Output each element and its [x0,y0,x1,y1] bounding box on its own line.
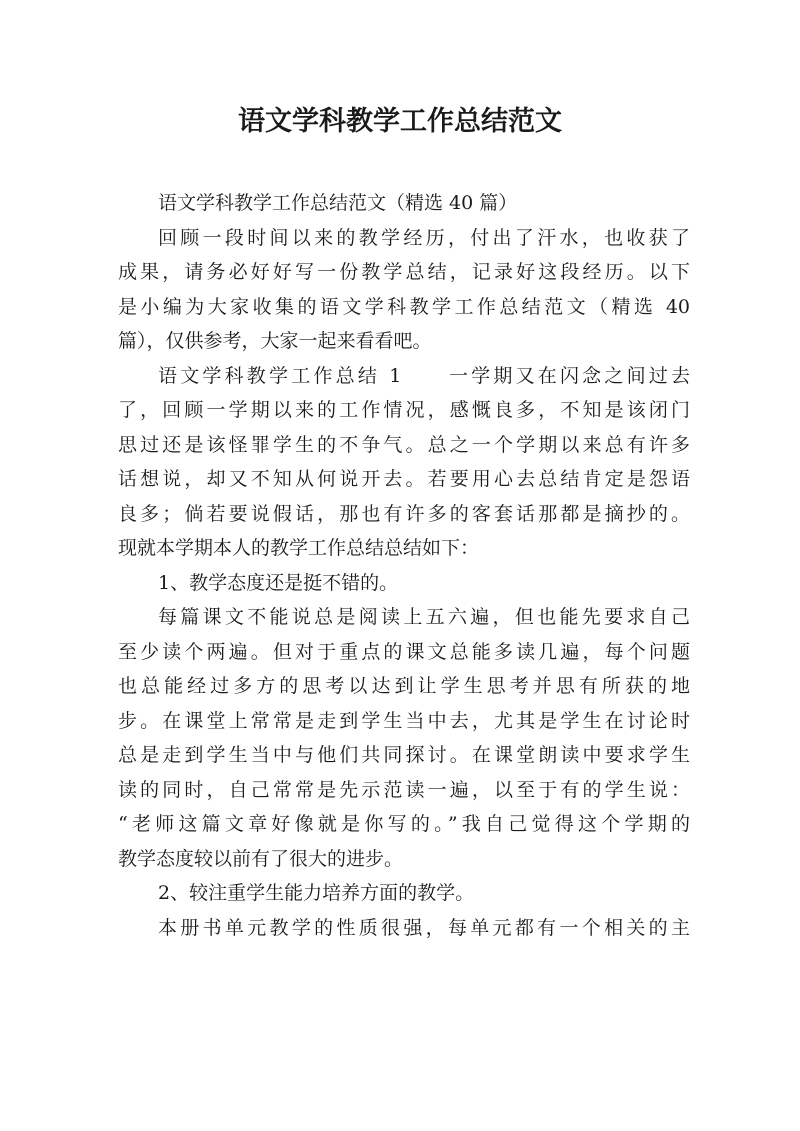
text-line: 教学态度较以前有了很大的进步。 [118,847,404,870]
text-line: 每篇课文不能说总是阅读上五六遍，但也能先要求自己 [158,606,690,628]
text-line: 思过还是该怪罪学生的不争气。总之一个学期以来总有许多 [118,433,690,456]
text-line: 成果，请务必好好写一份教学总结，记录好这段经历。以下 [118,261,690,283]
text-line: 步。在课堂上常常是走到学生当中去，尤其是学生在讨论时 [118,709,690,732]
text-line: 语文学科教学工作总结范文（精选 40 篇） [158,192,518,214]
text-line: 了，回顾一学期以来的工作情况，感慨良多，不知是该闭门 [118,399,690,421]
document-body [118,186,690,945]
text-line: 现就本学期本人的教学工作总结总结如下： [118,537,480,559]
text-line: 回顾一段时间以来的教学经历，付出了汗水，也收获了 [158,226,690,249]
text-line: 也总能经过多方的思考以达到让学生思考并思有所获的地 [118,675,690,697]
text-line: 篇），仅供参考，大家一起来看看吧。 [118,330,432,352]
text-line: 至少读个两遍。但对于重点的课文总能多读几遍，每个问题 [118,640,690,663]
text-line: 是小编为大家收集的语文学科教学工作总结范文（精选 40 [118,295,690,318]
text-line: 本册书单元教学的性质很强，每单元都有一个相关的主 [158,916,690,939]
text-line: 2、较注重学生能力培养方面的教学。 [158,882,475,904]
text-line: 良多；倘若要说假话，那也有许多的客套话那都是摘抄的。 [118,502,690,525]
text-line: 语文学科教学工作总结 1 一学期又在闪念之间过去 [158,364,690,387]
text-line: 读的同时，自己常常是先示范读一遍，以至于有的学生说： [118,778,690,801]
text-line: “老师这篇文章好像就是你写的。”我自己觉得这个学期的 [118,813,690,835]
text-line: 总是走到学生当中与他们共同探讨。在课堂朗读中要求学生 [118,744,690,766]
document-title: 语文学科教学工作总结范文 [238,106,562,137]
text-line: 1、教学态度还是挺不错的。 [158,571,399,594]
text-line: 话想说，却又不知从何说开去。若要用心去总结肯定是怨语 [118,468,690,490]
